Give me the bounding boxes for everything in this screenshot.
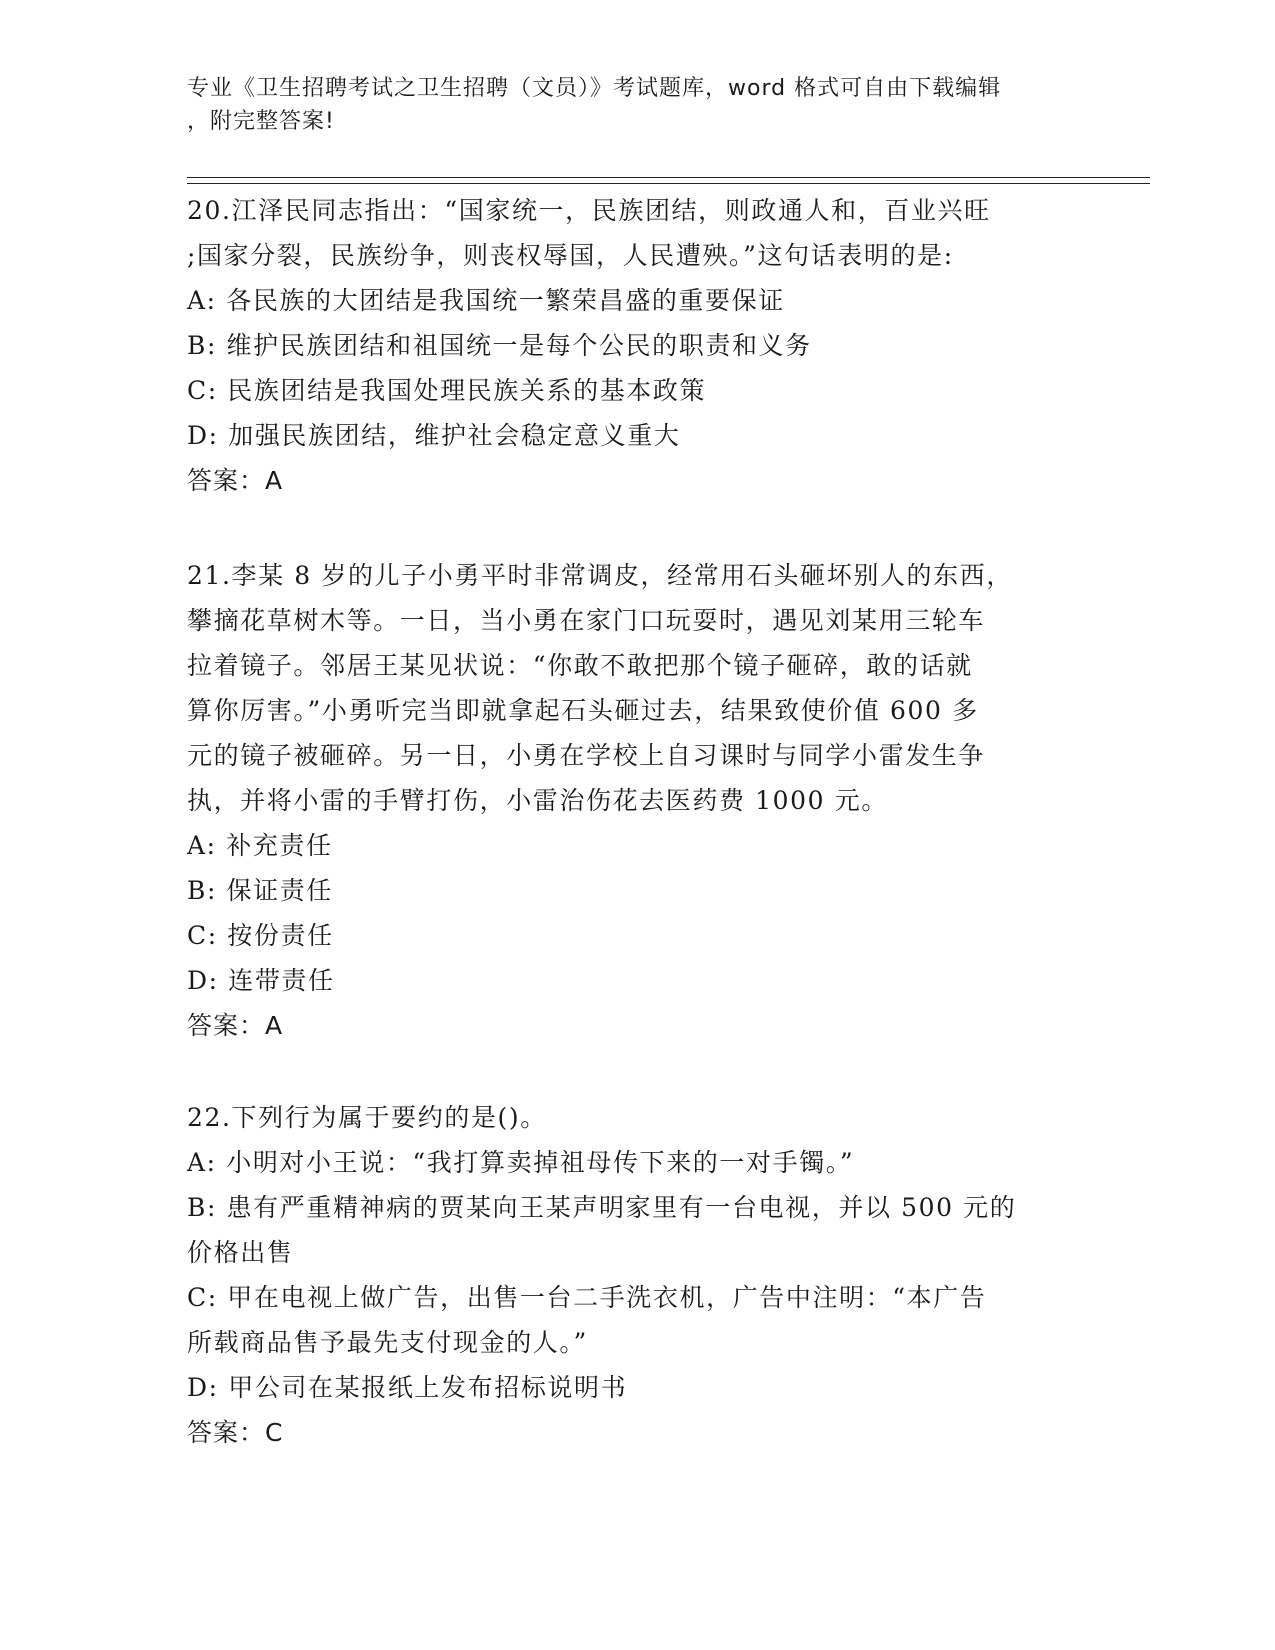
option-b: B: 维护民族团结和祖国统一是每个公民的职责和义务	[187, 331, 812, 360]
option-b: B: 患有严重精神病的贾某向王某声明家里有一台电视，并以 500 元的	[187, 1193, 1017, 1222]
option-a: A: 各民族的大团结是我国统一繁荣昌盛的重要保证	[187, 286, 785, 315]
document-header	[187, 72, 1067, 138]
header-divider-bottom	[187, 183, 1150, 184]
answer-label: 答案：A	[187, 1011, 284, 1040]
question-text-line: 拉着镜子。邻居王某见状说：“你敢不敢把那个镜子砸碎，敢的话就	[187, 651, 973, 680]
question-22	[187, 1095, 1087, 1456]
option-c: C: 甲在电视上做广告，出售一台二手洗衣机，广告中注明：“本广告	[187, 1283, 987, 1312]
option-c: C: 按份责任	[187, 921, 334, 950]
question-text-line: 算你厉害。”小勇听完当即就拿起石头砸过去，结果致使价值 600 多	[187, 696, 979, 725]
option-c-continued: 所载商品售予最先支付现金的人。”	[187, 1328, 588, 1357]
question-text-line: 21.李某 8 岁的儿子小勇平时非常调皮，经常用石头砸坏别人的东西，	[187, 561, 1013, 590]
option-b-continued: 价格出售	[187, 1238, 294, 1267]
question-text-line: 22.下列行为属于要约的是()。	[187, 1103, 547, 1132]
option-a: A: 补充责任	[187, 831, 333, 860]
question-text-line: ;国家分裂，民族纷争，则丧权辱国，人民遭殃。”这句话表明的是:	[187, 241, 954, 270]
option-d: D: 加强民族团结，维护社会稳定意义重大	[187, 421, 681, 450]
question-text-line: 执，并将小雷的手臂打伤，小雷治伤花去医药费 1000 元。	[187, 786, 888, 815]
question-20	[187, 188, 1087, 504]
question-text-line: 20.江泽民同志指出：“国家统一，民族团结，则政通人和，百业兴旺	[187, 196, 991, 225]
answer-label: 答案：A	[187, 466, 284, 495]
question-21	[187, 553, 1087, 1049]
option-a: A: 小明对小王说：“我打算卖掉祖母传下来的一对手镯。”	[187, 1148, 855, 1177]
header-line-2: ，附完整答案!	[187, 109, 335, 134]
answer-label: 答案：C	[187, 1418, 284, 1447]
option-b: B: 保证责任	[187, 876, 333, 905]
header-divider-top	[187, 177, 1150, 178]
question-text-line: 元的镜子被砸碎。另一日，小勇在学校上自习课时与同学小雷发生争	[187, 741, 986, 770]
question-text-line: 攀摘花草树木等。一日，当小勇在家门口玩耍时，遇见刘某用三轮车	[187, 606, 986, 635]
option-c: C: 民族团结是我国处理民族关系的基本政策	[187, 376, 707, 405]
header-line-1: 专业《卫生招聘考试之卫生招聘（文员）》考试题库，word 格式可自由下载编辑	[187, 76, 1002, 101]
option-d: D: 连带责任	[187, 966, 335, 995]
option-d: D: 甲公司在某报纸上发布招标说明书	[187, 1373, 628, 1402]
